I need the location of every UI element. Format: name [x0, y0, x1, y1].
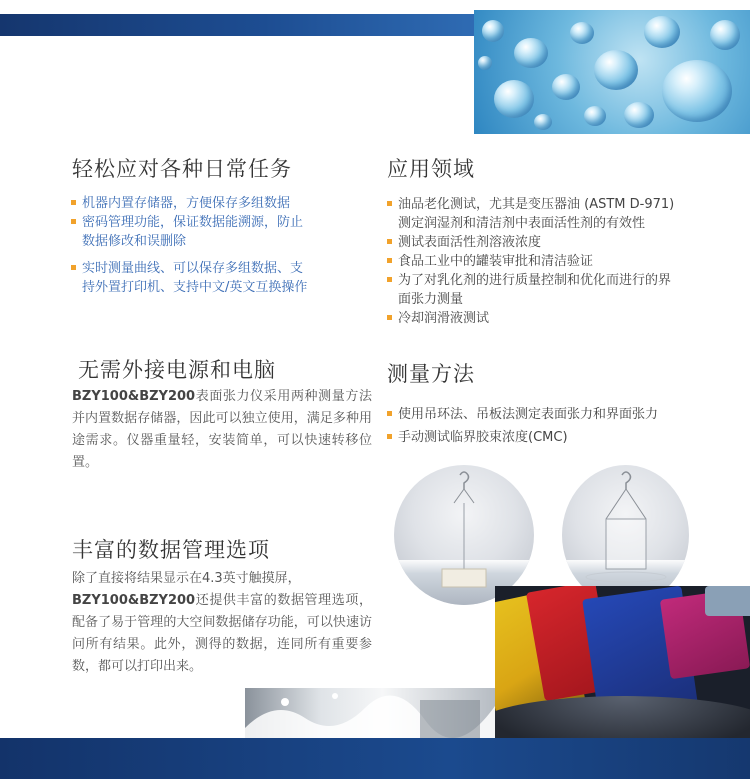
list-item: 为了对乳化剂的进行质量控制和优化而进行的界面张力测量: [386, 271, 676, 309]
section-title-daily-tasks: 轻松应对各种日常任务: [72, 157, 292, 181]
list-item: 实时测量曲线、可以保存多组数据、支持外置打印机、支持中文/英文互换操作: [70, 259, 315, 297]
paragraph-text: 还提供丰富的数据管理选项，配备了易于管理的大空间数据储存功能，可以快速访问所有结果。此外，测得的数据，连同所有重要参数，都可以打印出来。: [72, 593, 372, 674]
ring-method-photo: [394, 465, 534, 605]
model-name: BZY100&BZY200: [72, 593, 196, 608]
list-item: 冷却润滑液测试: [386, 309, 676, 328]
section-title-measurement-methods: 测量方法: [387, 362, 475, 386]
no-external-power-paragraph: [72, 386, 372, 474]
section-title-no-external-power: 无需外接电源和电脑: [78, 358, 276, 382]
plate-method-photo: [562, 465, 689, 605]
list-item: 测试表面活性剂溶液浓度: [386, 233, 676, 252]
list-item: 机器内置存储器，方便保存多组数据: [70, 194, 315, 213]
list-item: 油品老化测试，尤其是变压器油 (ASTM D-971) 测定润湿剂和清洁剂中表面活性剂的有效性: [386, 195, 676, 233]
top-banner-bar: [0, 14, 480, 36]
section-title-applications: 应用领域: [387, 157, 475, 181]
car-wash-photo: [495, 586, 750, 738]
paragraph-intro: 除了直接将结果显示在4.3英寸触摸屏，: [72, 571, 301, 586]
list-item: 食品工业中的罐装审批和清洁验证: [386, 252, 676, 271]
list-item: 使用吊环法、吊板法测定表面张力和界面张力: [386, 405, 706, 424]
applications-list: [386, 195, 676, 328]
paragraph-text: 表面张力仪采用两种测量方法并内置数据存储器，因此可以独立使用，满足多种用途需求。仪器重量轻，安装简单，可以快速转移位置。: [72, 389, 372, 470]
water-bubbles-image: [474, 10, 750, 134]
section-title-data-management: 丰富的数据管理选项: [72, 538, 270, 562]
milk-splash-photo: [245, 688, 495, 738]
bottom-banner-bar: [0, 738, 750, 779]
model-name: BZY100&BZY200: [72, 389, 196, 404]
data-management-paragraph: [72, 568, 372, 678]
daily-tasks-list: [70, 194, 315, 297]
measurement-methods-list: [386, 405, 706, 447]
list-item: 密码管理功能，保证数据能溯源，防止数据修改和误删除: [70, 213, 315, 251]
list-item: 手动测试临界胶束浓度(CMC): [386, 428, 706, 447]
